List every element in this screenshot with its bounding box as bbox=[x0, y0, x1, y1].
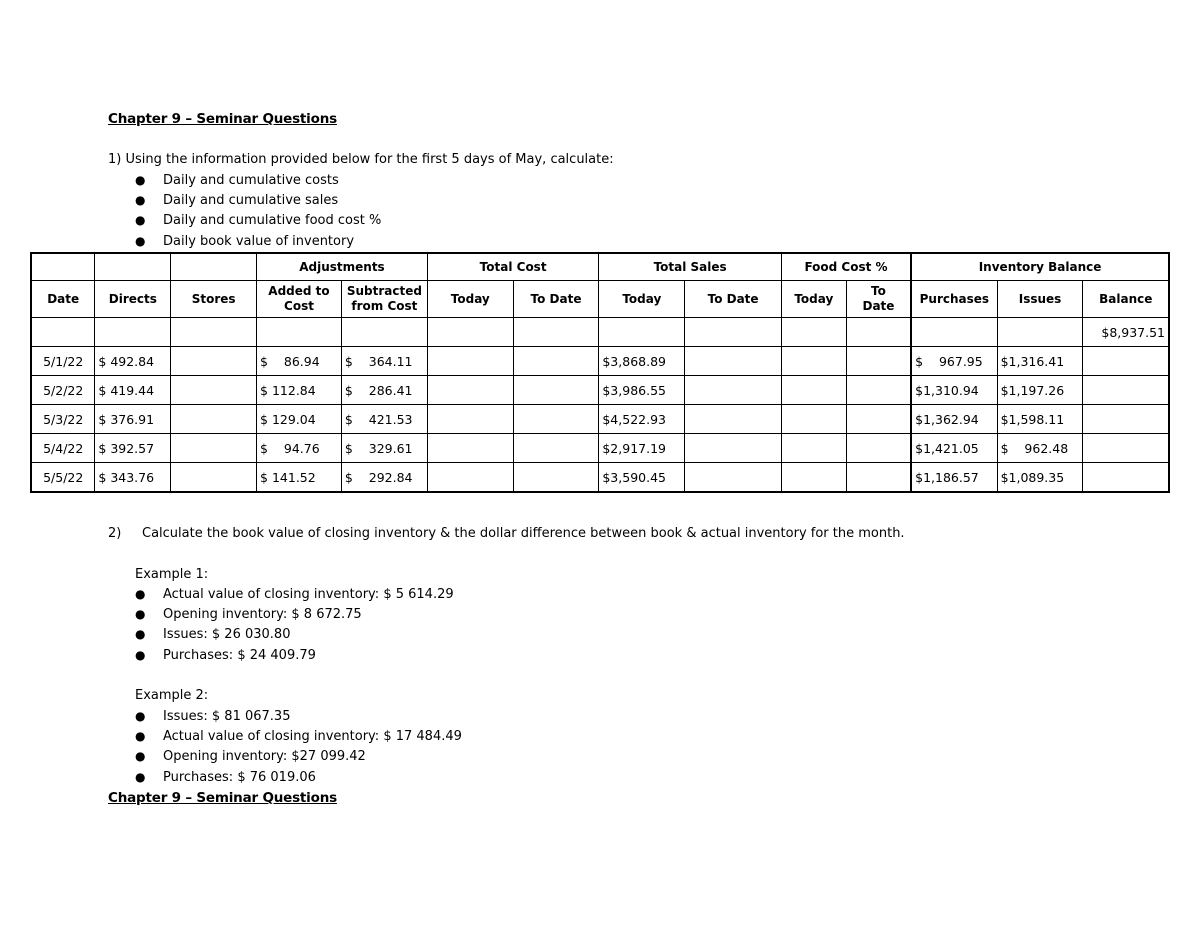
bullet-icon: ● bbox=[135, 749, 146, 763]
row-purchases: $1,362.94 bbox=[911, 405, 997, 434]
group-inventory-balance: Inventory Balance bbox=[911, 253, 1169, 281]
row-purchases: $1,186.57 bbox=[911, 463, 997, 493]
row-directs: $ 343.76 bbox=[95, 463, 171, 493]
header-total-sales-today: Today bbox=[599, 281, 685, 318]
table-row bbox=[31, 463, 1169, 493]
table-row bbox=[31, 347, 1169, 376]
opening-balance-value: $8,937.51 bbox=[1083, 318, 1169, 347]
row-sales: $3,590.45 bbox=[599, 463, 685, 493]
inventory-table bbox=[30, 252, 1170, 493]
example-2-item: Actual value of closing inventory: $ 17 484.49 bbox=[163, 729, 462, 744]
row-directs: $ 376.91 bbox=[95, 405, 171, 434]
footer-title: Chapter 9 – Seminar Questions bbox=[108, 790, 337, 806]
example-1-item: Issues: $ 26 030.80 bbox=[163, 627, 291, 642]
example-2-label: Example 2: bbox=[135, 688, 209, 703]
row-issues: $ 962.48 bbox=[997, 434, 1083, 463]
row-added: $ 141.52 bbox=[257, 463, 342, 493]
row-sales: $3,986.55 bbox=[599, 376, 685, 405]
bullet-icon: ● bbox=[135, 709, 146, 723]
bullet-icon: ● bbox=[135, 587, 146, 601]
column-header-row bbox=[31, 281, 1169, 318]
row-directs: $ 419.44 bbox=[95, 376, 171, 405]
header-total-sales-to-date: To Date bbox=[685, 281, 782, 318]
header-total-cost-today: Today bbox=[427, 281, 513, 318]
group-header-row bbox=[31, 253, 1169, 281]
bullet-icon: ● bbox=[135, 627, 146, 641]
example-2-item: Issues: $ 81 067.35 bbox=[163, 709, 291, 724]
row-purchases: $1,310.94 bbox=[911, 376, 997, 405]
header-date: Date bbox=[31, 281, 95, 318]
q1-bullet-text: Daily book value of inventory bbox=[163, 234, 355, 249]
page-title: Chapter 9 – Seminar Questions bbox=[108, 111, 337, 127]
row-date: 5/3/22 bbox=[31, 405, 95, 434]
bullet-icon: ● bbox=[135, 193, 146, 207]
group-total-sales: Total Sales bbox=[599, 253, 782, 281]
bullet-icon: ● bbox=[135, 234, 146, 248]
row-date: 5/1/22 bbox=[31, 347, 95, 376]
example-2-item: Purchases: $ 76 019.06 bbox=[163, 770, 316, 785]
row-date: 5/4/22 bbox=[31, 434, 95, 463]
question-1-intro: 1) Using the information provided below for the first 5 days of May, calculate: bbox=[108, 152, 614, 167]
header-issues: Issues bbox=[997, 281, 1083, 318]
row-purchases: $1,421.05 bbox=[911, 434, 997, 463]
group-adjustments: Adjustments bbox=[257, 253, 428, 281]
row-issues: $1,197.26 bbox=[997, 376, 1083, 405]
row-added: $ 129.04 bbox=[257, 405, 342, 434]
row-added: $ 86.94 bbox=[257, 347, 342, 376]
row-date: 5/2/22 bbox=[31, 376, 95, 405]
header-purchases: Purchases bbox=[911, 281, 997, 318]
row-subtracted: $ 421.53 bbox=[341, 405, 427, 434]
header-stores: Stores bbox=[171, 281, 257, 318]
header-food-cost-to-date: To Date bbox=[846, 281, 911, 318]
row-sales: $2,917.19 bbox=[599, 434, 685, 463]
row-subtracted: $ 364.11 bbox=[341, 347, 427, 376]
header-food-cost-today: Today bbox=[781, 281, 846, 318]
table-row bbox=[31, 405, 1169, 434]
question-2-text: 2) Calculate the book value of closing inventory & the dollar difference between book & actual inventory for the month. bbox=[108, 526, 905, 541]
row-directs: $ 492.84 bbox=[95, 347, 171, 376]
row-issues: $1,089.35 bbox=[997, 463, 1083, 493]
bullet-icon: ● bbox=[135, 173, 146, 187]
q1-bullet-text: Daily and cumulative food cost % bbox=[163, 213, 382, 228]
q1-bullet-text: Daily and cumulative sales bbox=[163, 193, 339, 208]
row-date: 5/5/22 bbox=[31, 463, 95, 493]
row-added: $ 94.76 bbox=[257, 434, 342, 463]
row-sales: $4,522.93 bbox=[599, 405, 685, 434]
table-row bbox=[31, 434, 1169, 463]
table-row bbox=[31, 376, 1169, 405]
row-subtracted: $ 329.61 bbox=[341, 434, 427, 463]
q1-bullet-text: Daily and cumulative costs bbox=[163, 173, 339, 188]
header-balance: Balance bbox=[1083, 281, 1169, 318]
example-1-label: Example 1: bbox=[135, 567, 209, 582]
bullet-icon: ● bbox=[135, 213, 146, 227]
opening-balance-row bbox=[31, 318, 1169, 347]
example-1-item: Purchases: $ 24 409.79 bbox=[163, 648, 316, 663]
group-total-cost: Total Cost bbox=[427, 253, 598, 281]
bullet-icon: ● bbox=[135, 607, 146, 621]
row-subtracted: $ 292.84 bbox=[341, 463, 427, 493]
header-total-cost-to-date: To Date bbox=[513, 281, 599, 318]
row-purchases: $ 967.95 bbox=[911, 347, 997, 376]
bullet-icon: ● bbox=[135, 729, 146, 743]
row-added: $ 112.84 bbox=[257, 376, 342, 405]
row-directs: $ 392.57 bbox=[95, 434, 171, 463]
group-food-cost: Food Cost % bbox=[781, 253, 911, 281]
row-sales: $3,868.89 bbox=[599, 347, 685, 376]
example-2-item: Opening inventory: $27 099.42 bbox=[163, 749, 366, 764]
header-directs: Directs bbox=[95, 281, 171, 318]
bullet-icon: ● bbox=[135, 770, 146, 784]
row-issues: $1,598.11 bbox=[997, 405, 1083, 434]
row-issues: $1,316.41 bbox=[997, 347, 1083, 376]
row-subtracted: $ 286.41 bbox=[341, 376, 427, 405]
bullet-icon: ● bbox=[135, 648, 146, 662]
header-added-to-cost: Added to Cost bbox=[257, 281, 342, 318]
example-1-item: Actual value of closing inventory: $ 5 614.29 bbox=[163, 587, 454, 602]
example-1-item: Opening inventory: $ 8 672.75 bbox=[163, 607, 362, 622]
header-subtracted-from-cost: Subtracted from Cost bbox=[341, 281, 427, 318]
